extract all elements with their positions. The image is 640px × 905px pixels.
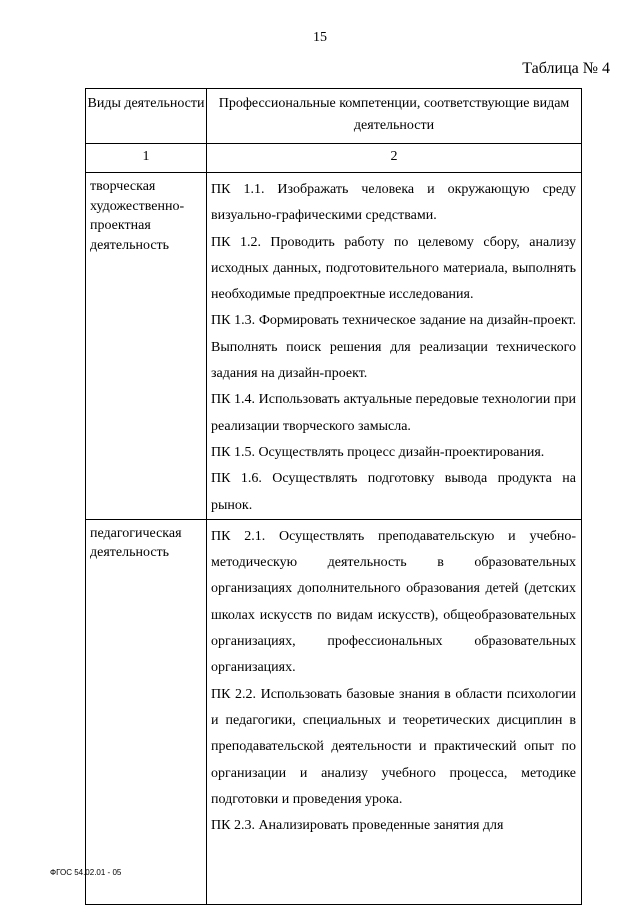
footer-standard-code: ФГОС 54.02.01 - 05 — [50, 868, 122, 877]
table-row — [86, 173, 582, 520]
competency-pk-2-1: ПК 2.1. Осуществлять преподавательскую и учебно-методическую деятельность в образовательных организациях дополнительного образования детей (детских школах искусств по видам искусств), общеобразовательных организациях, профессиональных образовательных организациях. — [211, 528, 576, 676]
table-row — [86, 519, 582, 904]
activity-creative-design: творческая художественно-проектная деятельность — [86, 173, 207, 520]
table-number-row — [86, 144, 582, 173]
competency-pk-1-5: ПК 1.5. Осуществлять процесс дизайн-проектирования. — [211, 444, 545, 460]
competency-pk-2-2: ПК 2.2. Использовать базовые знания в области психологии и педагогики, специальных и теоретических дисциплин в преподавательской деятельности и практический опыт по организации и анализу учебного процесса, методике подготовки и проведения урока. — [211, 686, 576, 807]
competency-pk-1-2: ПК 1.2. Проводить работу по целевому сбору, анализу исходных данных, подготовительного материала, выполнять необходимые предпроектные исследования. — [211, 234, 576, 303]
table-header-row — [86, 89, 582, 144]
page-number: 15 — [313, 30, 327, 45]
header-professional-competencies: Профессиональные компетенции, соответствующие видам деятельности — [207, 89, 582, 144]
competency-pk-1-3: ПК 1.3. Формировать техническое задание на дизайн-проект. Выполнять поиск решения для реализации технического задания на дизайн-проект. — [211, 313, 576, 382]
column-number-2: 2 — [207, 144, 582, 173]
column-number-1: 1 — [86, 144, 207, 173]
competency-pk-1-6: ПК 1.6. Осуществлять подготовку вывода продукта на рынок. — [211, 471, 576, 513]
competencies-pedagogical — [207, 519, 582, 904]
competencies-table — [85, 88, 582, 905]
competencies-creative-design — [207, 173, 582, 520]
competency-pk-2-3: ПК 2.3. Анализировать проведенные занятия для — [211, 818, 504, 834]
header-activity-types: Виды деятельности — [86, 89, 207, 144]
table-caption: Таблица № 4 — [522, 60, 610, 77]
competency-pk-1-4: ПК 1.4. Использовать актуальные передовые технологии при реализации творческого замысла. — [211, 392, 576, 434]
competency-pk-1-1: ПК 1.1. Изображать человека и окружающую среду визуально-графическими средствами. — [211, 182, 576, 224]
activity-pedagogical: педагогическая деятельность — [86, 519, 207, 904]
